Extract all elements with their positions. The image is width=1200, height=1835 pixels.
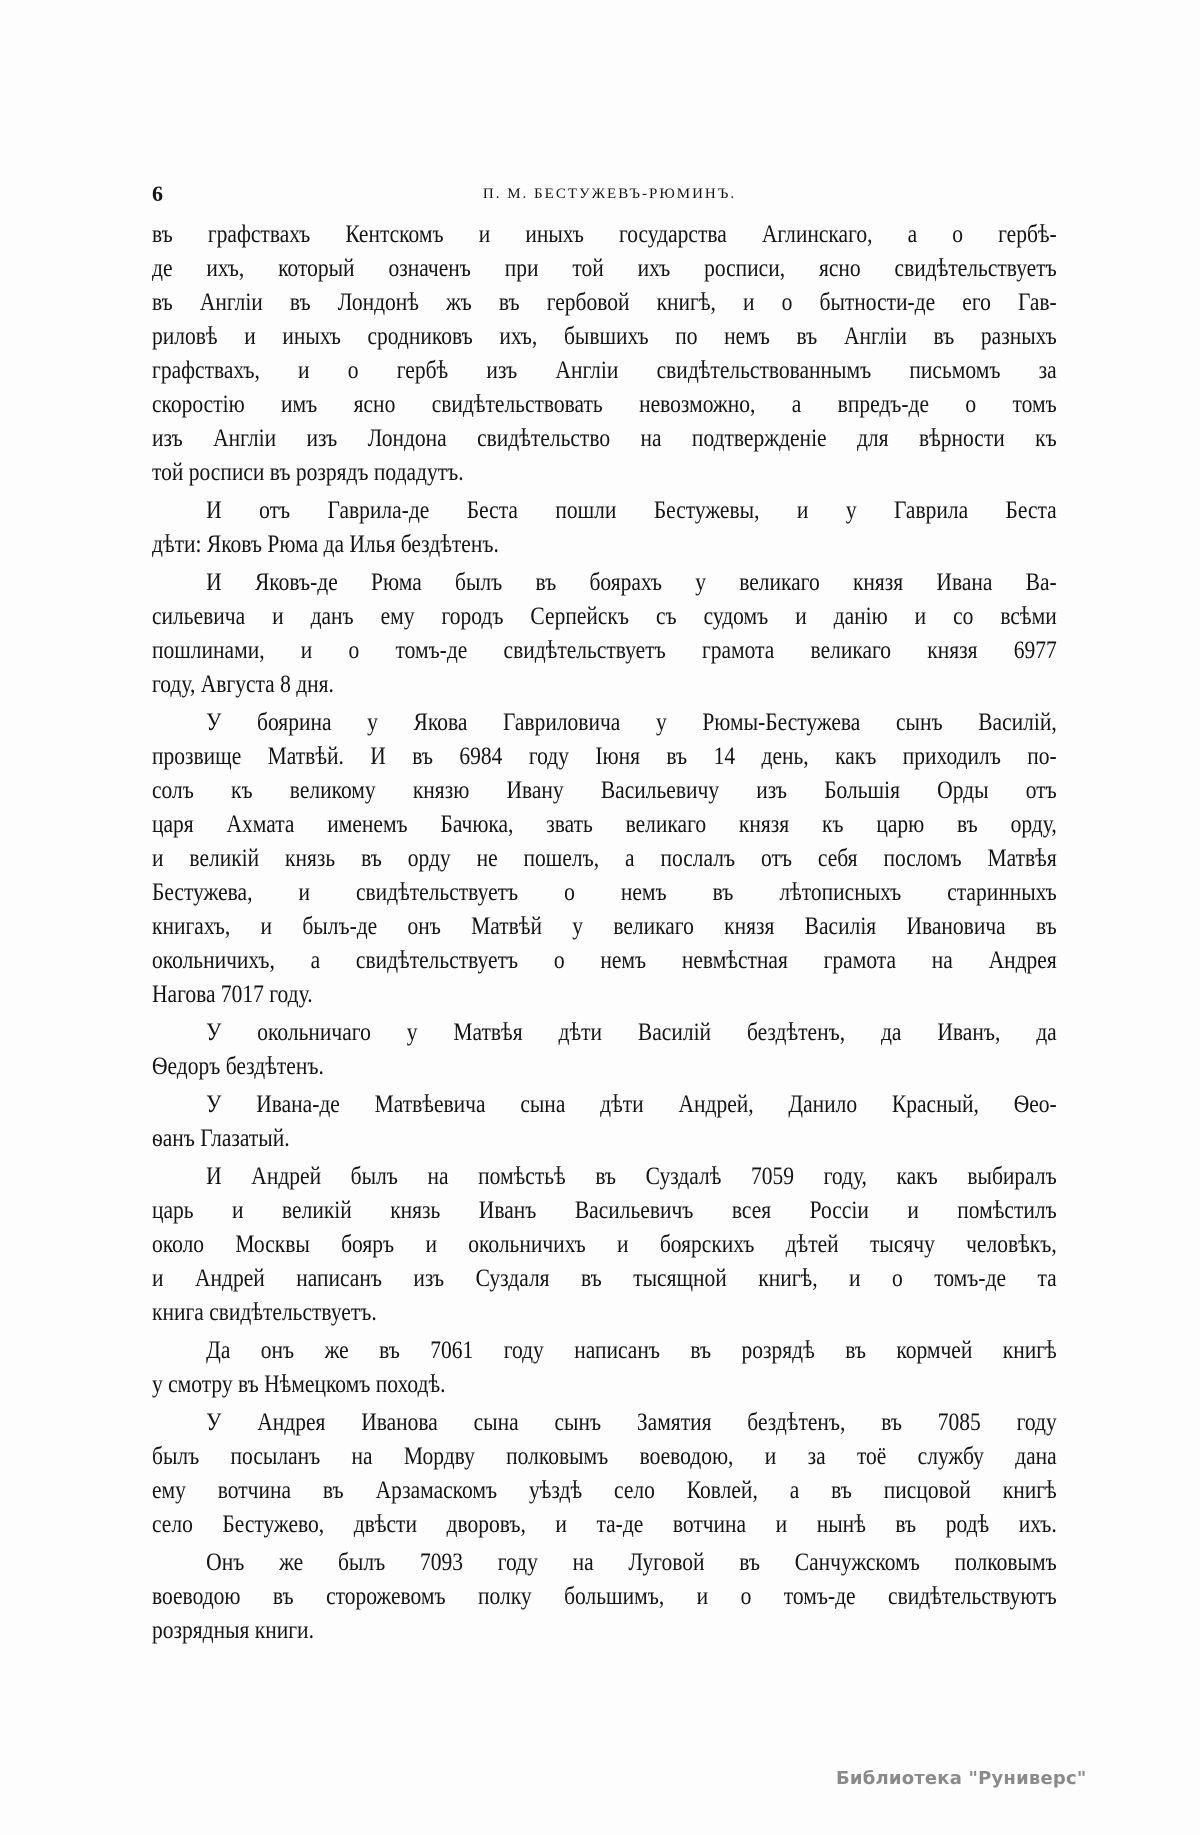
text-line: той росписи въ розрядъ подадутъ. xyxy=(152,459,464,486)
text-line: пошлинами, и о томъ-де свидѣтельствуетъ грамота великаго князя 6977 xyxy=(152,637,1057,664)
running-title: П. М. БЕСТУЖЕВЪ-РЮМИНЪ. xyxy=(482,186,737,202)
text-line: ѳанъ Глазатый. xyxy=(152,1125,290,1152)
paragraph xyxy=(152,1016,1057,1084)
text-line: де ихъ, который означенъ при той ихъ росписи, ясно свидѣтельствуетъ xyxy=(152,255,1057,282)
text-line: былъ посыланъ на Мордву полковымъ воеводою, и за тоё службу дана xyxy=(152,1443,1057,1470)
paragraph xyxy=(152,566,1057,702)
text-line: розрядныя книги. xyxy=(152,1617,314,1644)
text-line: Ѳедоръ бездѣтенъ. xyxy=(152,1053,324,1080)
text-line: И отъ Гаврила-де Беста пошли Бестужевы, и у Гаврила Беста xyxy=(206,497,1057,524)
paragraph xyxy=(152,1160,1057,1330)
text-line: изъ Англіи изъ Лондона свидѣтельство на подтвержденіе для вѣрности къ xyxy=(152,425,1057,452)
text-line: И Андрей былъ на помѣстьѣ въ Суздалѣ 7059 году, какъ выбиралъ xyxy=(206,1163,1057,1190)
text-line: Нагова 7017 году. xyxy=(152,981,313,1008)
paragraph xyxy=(152,1406,1057,1542)
text-line: Онъ же былъ 7093 году на Луговой въ Санчужскомъ полковымъ xyxy=(206,1549,1057,1576)
text-line: ему вотчина въ Арзамаскомъ уѣздѣ село Ковлей, а въ писцовой книгѣ xyxy=(152,1477,1057,1504)
page-number: 6 xyxy=(152,181,163,206)
text-line: У Андрея Иванова сына сынъ Замятия бездѣтенъ, въ 7085 году xyxy=(206,1409,1057,1436)
text-line: у смотру въ Нѣмецкомъ походѣ. xyxy=(152,1371,446,1398)
text-line: въ Англіи въ Лондонѣ жъ въ гербовой книгѣ, и о бытности-де его Гав- xyxy=(152,289,1057,316)
text-line: книгахъ, и былъ-де онъ Матвѣй у великаго князя Василія Ивановича въ xyxy=(152,913,1057,940)
text-line: царя Ахмата именемъ Бачюка, звать великаго князя къ царю въ орду, xyxy=(152,811,1057,838)
text-line: воеводою въ сторожевомъ полку большимъ, и о томъ-де свидѣтельствуютъ xyxy=(152,1583,1057,1610)
text-line: У окольничаго у Матвѣя дѣти Василій бездѣтенъ, да Иванъ, да xyxy=(206,1019,1057,1046)
text-line: риловѣ и иныхъ сродниковъ ихъ, бывшихъ по немъ въ Англіи въ разныхъ xyxy=(152,323,1057,350)
text-line: окольничихъ, а свидѣтельствуетъ о немъ невмѣстная грамота на Андрея xyxy=(152,947,1057,974)
running-head xyxy=(152,181,1057,207)
text-line: И Яковъ-де Рюма былъ въ боярахъ у великаго князя Ивана Ва- xyxy=(206,569,1057,596)
text-line: году, Августа 8 дня. xyxy=(152,671,334,698)
text-line: и великій князь въ орду не пошелъ, а послалъ отъ себя посломъ Матвѣя xyxy=(152,845,1057,872)
text-line: царь и великій князь Иванъ Васильевичъ всея Россіи и помѣстилъ xyxy=(152,1197,1057,1224)
body-text xyxy=(152,218,1057,1648)
paragraph xyxy=(152,1088,1057,1156)
text-line: Бестужева, и свидѣтельствуетъ о немъ въ лѣтописныхъ старинныхъ xyxy=(152,879,1057,906)
text-line: село Бестужево, двѣсти дворовъ, и та-де вотчина и нынѣ въ родѣ ихъ. xyxy=(152,1511,1057,1538)
text-line: сильевича и данъ ему городъ Серпейскъ съ судомъ и данію и со всѣми xyxy=(152,603,1057,630)
paragraph xyxy=(152,1546,1057,1648)
text-line: графствахъ, и о гербѣ изъ Англіи свидѣтельствованнымъ письмомъ за xyxy=(152,357,1057,384)
paragraph xyxy=(152,1334,1057,1402)
paragraph xyxy=(152,218,1057,490)
text-line: У боярина у Якова Гавриловича у Рюмы-Бестужева сынъ Василій, xyxy=(206,709,1057,736)
text-line: въ графствахъ Кентскомъ и иныхъ государства Аглинскаго, а о гербѣ- xyxy=(152,221,1057,248)
paragraph xyxy=(152,494,1057,562)
text-line: У Ивана-де Матвѣевича сына дѣти Андрей, Данило Красный, Ѳео- xyxy=(206,1091,1057,1118)
paragraph xyxy=(152,706,1057,1012)
text-line: солъ къ великому князю Ивану Васильевичу изъ Большія Орды отъ xyxy=(152,777,1057,804)
text-line: дѣти: Яковъ Рюма да Илья бездѣтенъ. xyxy=(152,531,499,558)
text-line: около Москвы бояръ и окольничихъ и боярскихъ дѣтей тысячу человѣкъ, xyxy=(152,1231,1057,1258)
text-line: и Андрей написанъ изъ Суздаля въ тысящной книгѣ, и о томъ-де та xyxy=(152,1265,1057,1292)
text-line: книга свидѣтельствуетъ. xyxy=(152,1299,377,1326)
text-line: прозвище Матвѣй. И въ 6984 году Іюня въ 14 день, какъ приходилъ по- xyxy=(152,743,1057,770)
library-watermark: Библиотека "Руниверс" xyxy=(836,1768,1087,1789)
text-line: скоростію имъ ясно свидѣтельствовать невозможно, а впредъ-де о томъ xyxy=(152,391,1057,418)
text-line: Да онъ же въ 7061 году написанъ въ розрядѣ въ кормчей книгѣ xyxy=(206,1337,1057,1364)
